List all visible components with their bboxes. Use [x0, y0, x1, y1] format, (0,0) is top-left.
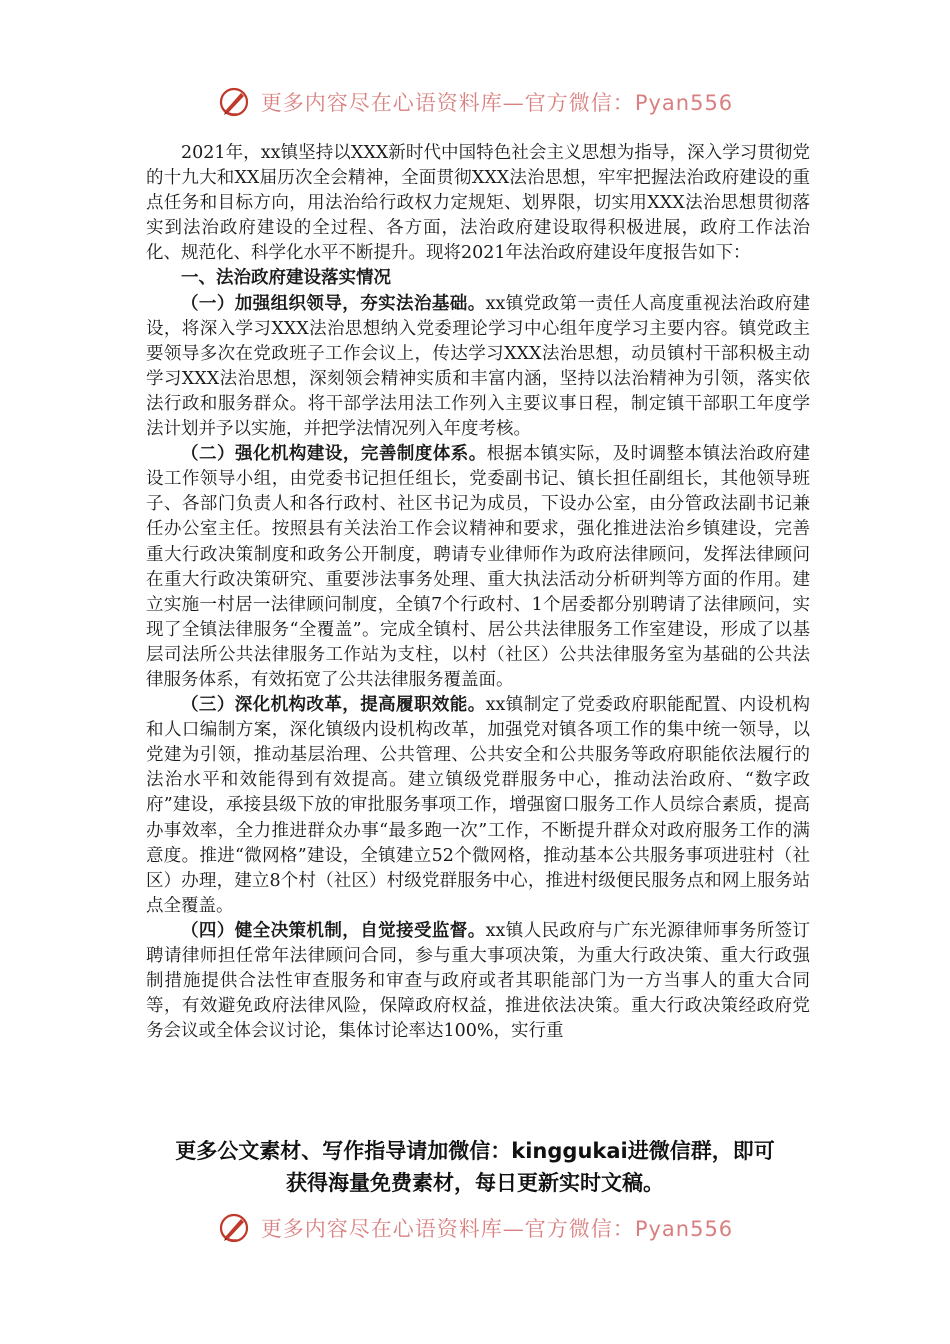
document-body [146, 141, 810, 1119]
pen-logo-icon [217, 85, 251, 119]
subsection-2-body: 根据本镇实际，及时调整本镇法治政府建设工作领导小组，由党委书记担任组长，党委副书记、镇长担任副组长，其他领导班子、各部门负责人和各行政村、社区书记为成员，下设办公室，由分管政法副书记兼任办公室主任。按照县有关法治工作会议精神和要求，强化推进法治乡镇建设，完善重大行政决策制度和政务公开制度，聘请专业律师作为政府法律顾问，发挥法律顾问在重大行政决策研究、重要涉法事务处理、重大执法活动分析研判等方面的作用。建立实施一村居一法律顾问制度，全镇7个行政村、1个居委都分别聘请了法律顾问，实现了全镇法律服务“全覆盖”。完成全镇村、居公共法律服务工作室建设，形成了以基层司法所公共法律服务工作站为支柱，以村（社区）公共法律服务室为基础的公共法律服务体系，有效拓宽了公共法律服务覆盖面。 [146, 444, 810, 690]
subsection-1-title: （一）加强组织领导，夯实法治基础。 [181, 293, 486, 314]
subsection-2 [146, 442, 810, 693]
subsection-2-title: （二）强化机构建设，完善制度体系。 [181, 444, 487, 465]
subsection-3 [146, 693, 810, 919]
promo-line-2: 获得海量免费素材，每日更新实时文稿。 [286, 1171, 664, 1195]
footer-watermark-banner [0, 1208, 950, 1248]
promo-notice [0, 1135, 950, 1199]
subsection-1 [146, 292, 810, 443]
subsection-4-title: （四）健全决策机制，自觉接受监督。 [181, 920, 486, 941]
subsection-4 [146, 919, 810, 1044]
pen-logo-icon [217, 1211, 251, 1245]
subsection-3-title: （三）深化机构改革，提高履职效能。 [181, 695, 486, 716]
subsection-3-body: xx镇制定了党委政府职能配置、内设机构和人口编制方案，深化镇级内设机构改革，加强党对镇各项工作的集中统一领导，以党建为引领，推动基层治理、公共管理、公共安全和公共服务等政府职能依法履行的法治水平和效能得到有效提高。建立镇级党群服务中心，推动法治政府、“数字政府”建设，承接县级下放的审批服务事项工作，增强窗口服务工作人员综合素质，提高办事效率，全力推进群众办事“最多跑一次”工作，不断提升群众对政府服务工作的满意度。推进“微网格”建设，全镇建立52个微网格，推动基本公共服务事项进驻村（社区）办理，建立8个村（社区）村级党群服务中心，推进村级便民服务点和网上服务站点全覆盖。 [146, 695, 810, 916]
promo-line-1: 更多公文素材、写作指导请加微信：kinggukai进微信群，即可 [175, 1139, 775, 1163]
subsection-4-body: xx镇人民政府与广东光源律师事务所签订聘请律师担任常年法律顾问合同，参与重大事项决策，为重大行政决策、重大行政强制措施提供合法性审查服务和审查与政府或者其职能部门为一方当事人的重大合同等，有效避免政府法律风险，保障政府权益，推进依法决策。重大行政决策经政府党务会议或全体会议讨论，集体讨论率达100%，实行重 [146, 920, 810, 1042]
watermark-text: 更多内容尽在心语资料库—官方微信：Pyan556 [260, 91, 734, 115]
page-text-area [146, 141, 810, 1119]
watermark-text: 更多内容尽在心语资料库—官方微信：Pyan556 [260, 1217, 734, 1241]
intro-paragraph: 2021年，xx镇坚持以XXX新时代中国特色社会主义思想为指导，深入学习贯彻党的十九大和XX届历次全会精神，全面贯彻XXX法治思想，牢牢把握法治政府建设的重点任务和目标方向，用法治给行政权力定规矩、划界限，切实用XXX法治思想贯彻落实到法治政府建设的全过程、各方面，法治政府建设取得积极进展，政府工作法治化、规范化、科学化水平不断提升。现将2021年法治政府建设年度报告如下： [146, 143, 810, 264]
header-watermark-banner [0, 82, 950, 122]
subsection-1-body: xx镇党政第一责任人高度重视法治政府建设，将深入学习XXX法治思想纳入党委理论学习中心组年度学习主要内容。镇党政主要领导多次在党政班子工作会议上，传达学习XXX法治思想，动员镇村干部积极主动学习XXX法治思想，深刻领会精神实质和丰富内涵，坚持以法治精神为引领，落实依法行政和服务群众。将干部学法用法工作列入主要议事日程，制定镇干部职工年度学法计划并予以实施，并把学法情况列入年度考核。 [146, 293, 810, 440]
section-heading: 一、法治政府建设落实情况 [181, 268, 391, 289]
